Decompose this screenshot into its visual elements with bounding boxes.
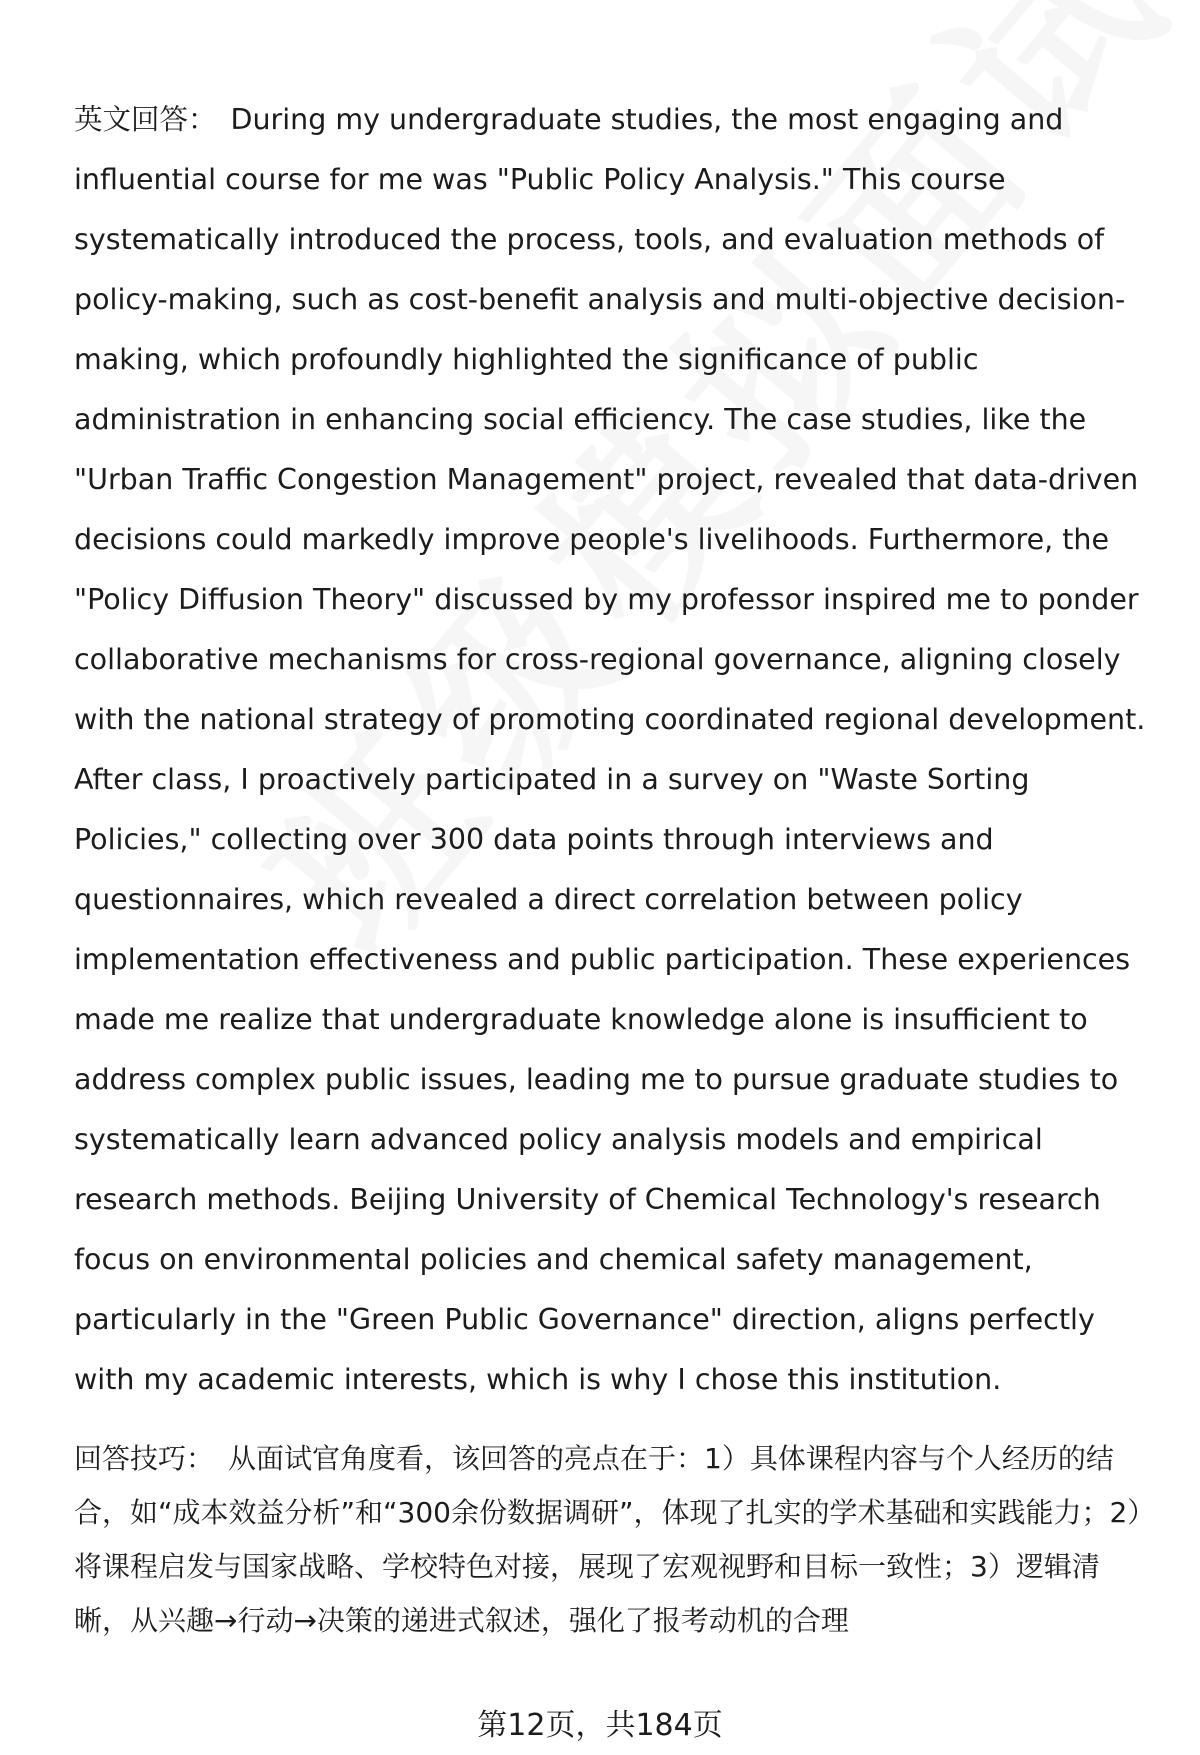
page-number-footer: 第12页，共184页 (477, 1708, 723, 1743)
answer-tips-text: 从面试官角度看，该回答的亮点在于：1）具体课程内容与个人经历的结合，如“成本效益分析”和“300余份数据调研”，体现了扎实的学术基础和实践能力；2）将课程启发与国家战略、学校特色对接，展现了宏观视野和目标一致性；3）逻辑清晰，从兴趣→行动→决策的递进式叙述，强化了报考动机的合理 (74, 1442, 1142, 1637)
english-answer-label: 英文回答： (74, 103, 217, 136)
english-answer-text: During my undergraduate studies, the most engaging and influential course for me was "Public Policy Analysis." This course systematically introduced the process, tools, and evaluation methods of policy-making, such as cost-benefit analysis and multi-objective decision-making, which profoundly highlighted the significance of public administration in enhancing social efficiency. The case studies, like the "Urban Traffic Congestion Management" project, revealed that data-driven decisions could markedly improve people's livelihoods. Furthermore, the "Policy Diffusion Theory" discussed by my professor inspired me to ponder collaborative mechanisms for cross-regional governance, aligning closely with the national strategy of promoting coordinated regional development. After class, I proactively participated in a survey on "Waste Sorting Policies," collecting over 300 data points through interviews and questionnaires, which revealed a direct correlation between policy implementation effectiveness and public participation. These experiences made me realize that undergraduate knowledge alone is insufficient to address complex public issues, leading me to pursue graduate studies to systematically learn advanced policy analysis models and empirical research methods. Beijing University of Chemical Technology's research focus on environmental policies and chemical safety management, particularly in the "Green Public Governance" direction, aligns perfectly with my academic interests, which is why I chose this institution. (74, 103, 1146, 1396)
english-answer-paragraph (74, 90, 1154, 1410)
answer-tips-paragraph (74, 1432, 1149, 1648)
answer-tips-label: 回答技巧： (74, 1442, 215, 1475)
